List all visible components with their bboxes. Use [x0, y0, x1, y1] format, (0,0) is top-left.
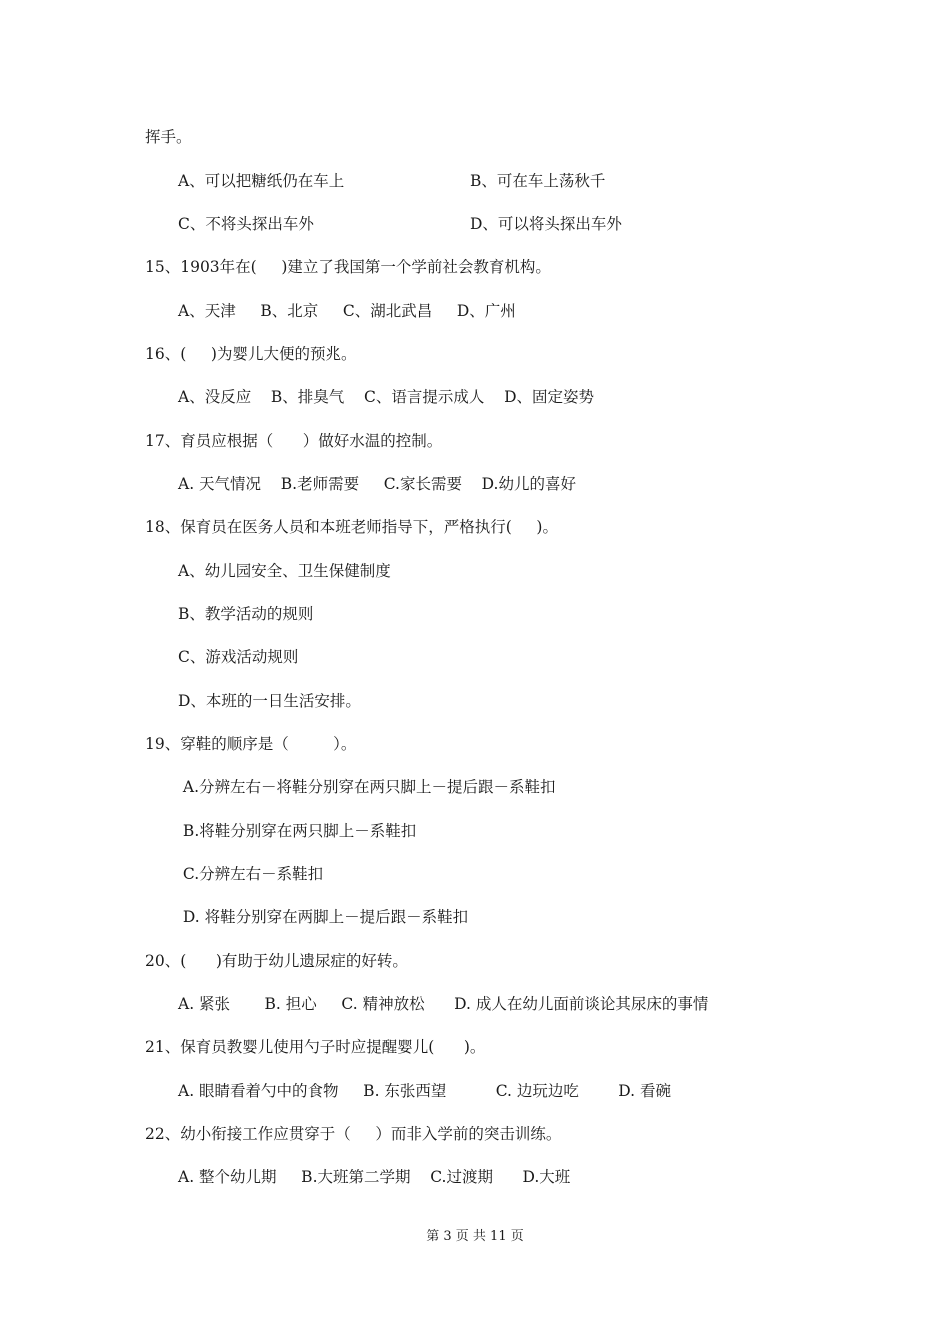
option-b: B、可在车上荡秋千	[470, 172, 606, 190]
question-18-option-d: D、本班的一日生活安排。	[178, 692, 361, 710]
option-c: C、不将头探出车外	[178, 215, 314, 233]
question-18-option-b: B、教学活动的规则	[178, 605, 314, 623]
question-19-option-d: D. 将鞋分别穿在两脚上－提后跟－系鞋扣	[178, 908, 469, 926]
question-18: 18、保育员在医务人员和本班老师指导下，严格执行( )。	[145, 518, 558, 536]
option-a: A、可以把糖纸仍在车上	[178, 172, 345, 190]
question-19-option-b: B.将鞋分别穿在两只脚上－系鞋扣	[178, 822, 417, 840]
question-21: 21、保育员教婴儿使用勺子时应提醒婴儿( )。	[145, 1038, 486, 1056]
question-15: 15、1903年在( )建立了我国第一个学前社会教育机构。	[145, 258, 551, 276]
question-21-options: A. 眼睛看着勺中的食物 B. 东张西望 C. 边玩边吃 D. 看碗	[178, 1082, 672, 1100]
question-19: 19、穿鞋的顺序是（ ）。	[145, 735, 357, 753]
question-17-options: A. 天气情况 B.老师需要 C.家长需要 D.幼儿的喜好	[178, 475, 576, 493]
question-19-option-c: C.分辨左右－系鞋扣	[178, 865, 324, 883]
question-18-option-c: C、游戏活动规则	[178, 648, 299, 666]
question-22: 22、幼小衔接工作应贯穿于（ ）而非入学前的突击训练。	[145, 1125, 562, 1143]
question-15-options: A、天津 B、北京 C、湖北武昌 D、广州	[178, 302, 516, 320]
question-17: 17、育员应根据（ ）做好水温的控制。	[145, 432, 443, 450]
question-16-options: A、没反应 B、排臭气 C、语言提示成人 D、固定姿势	[178, 388, 594, 406]
question-20-options: A. 紧张 B. 担心 C. 精神放松 D. 成人在幼儿面前谈论其尿床的事情	[178, 995, 709, 1013]
question-20: 20、( )有助于幼儿遗尿症的好转。	[145, 952, 408, 970]
question-16: 16、( )为婴儿大便的预兆。	[145, 345, 357, 363]
continued-text: 挥手。	[145, 128, 192, 146]
option-d: D、可以将头探出车外	[470, 215, 622, 233]
question-18-option-a: A、幼儿园安全、卫生保健制度	[178, 562, 391, 580]
page-number: 第 3 页 共 11 页	[426, 1229, 524, 1244]
question-19-option-a: A.分辨左右－将鞋分别穿在两只脚上－提后跟－系鞋扣	[178, 778, 556, 796]
question-22-options: A. 整个幼儿期 B.大班第二学期 C.过渡期 D.大班	[178, 1168, 571, 1186]
